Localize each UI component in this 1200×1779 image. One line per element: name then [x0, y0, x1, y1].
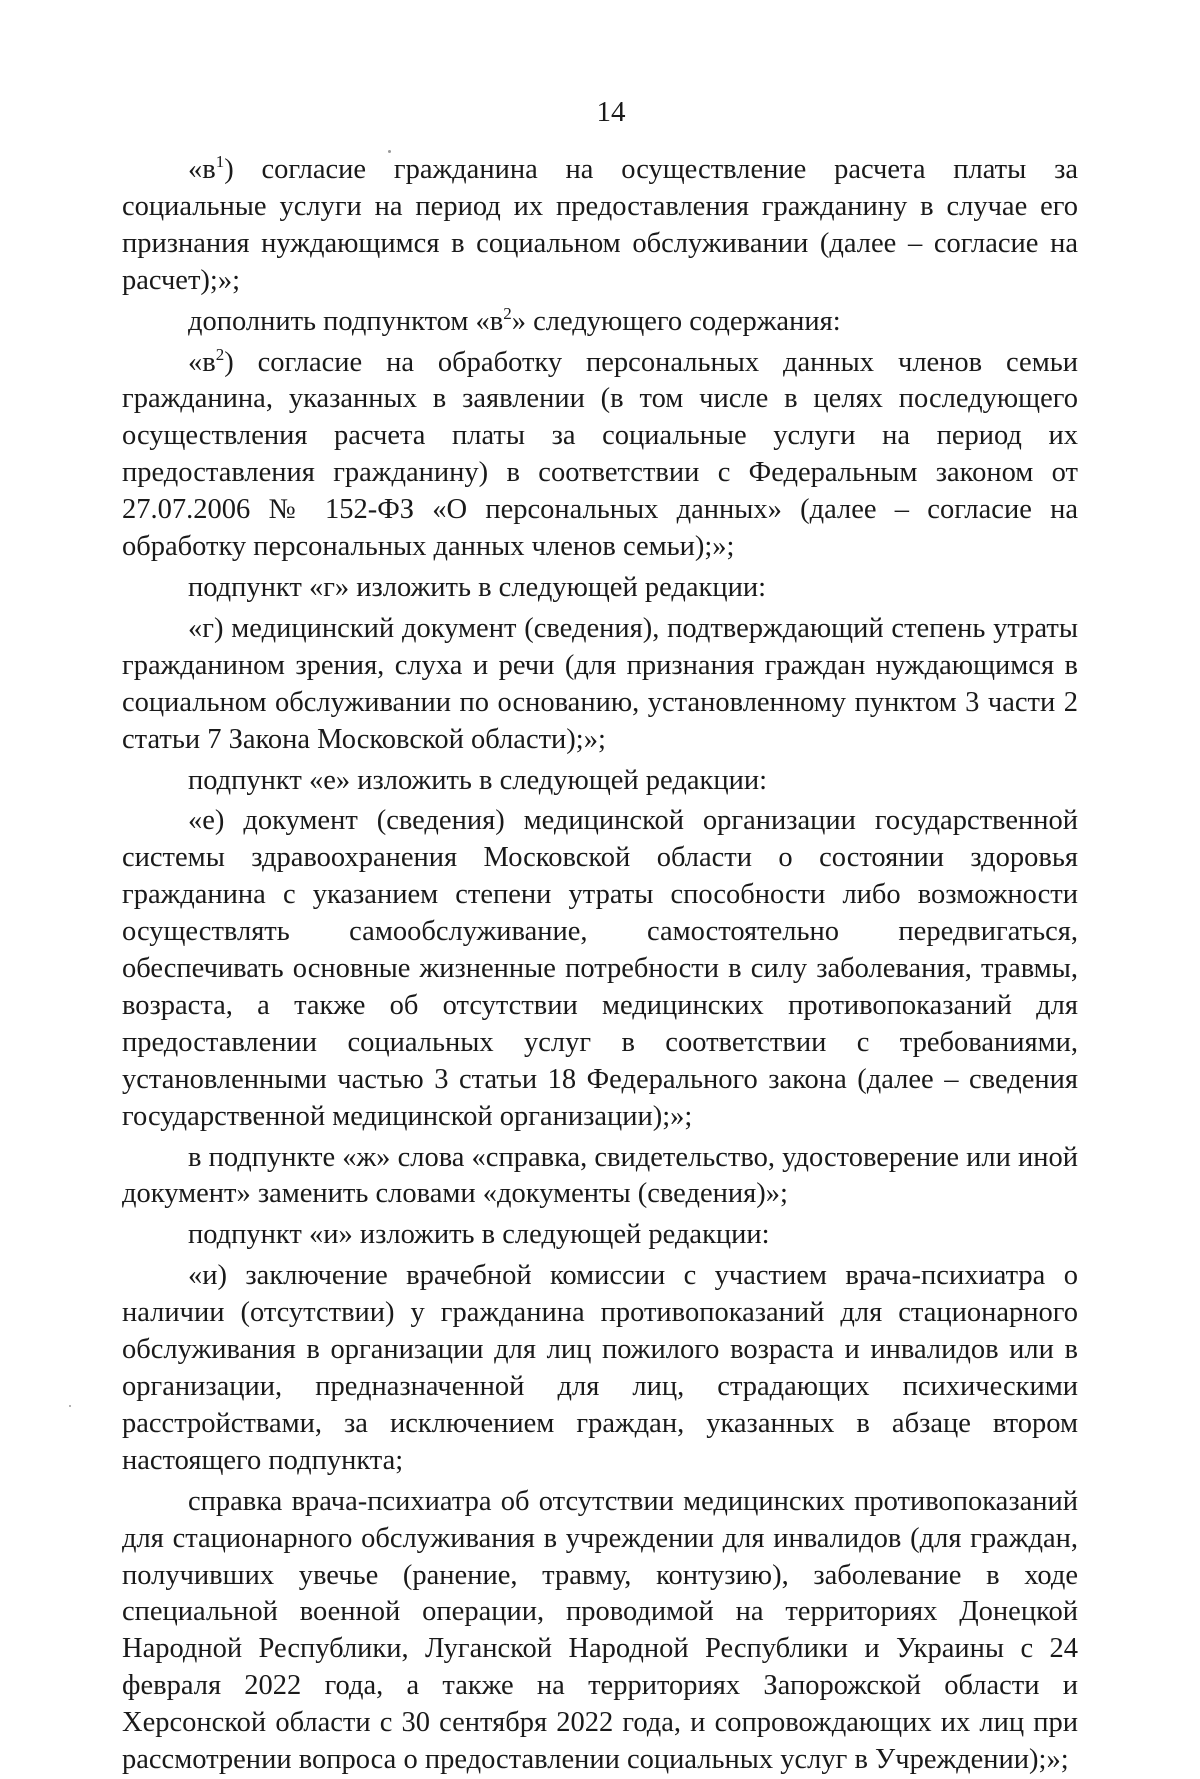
- paragraph-e-instruction: подпункт «е» изложить в следующей редакции:: [188, 764, 767, 796]
- paragraph-i-instruction: подпункт «и» изложить в следующей редакции:: [188, 1219, 770, 1251]
- paragraph-v2: «$в^2$) согласие на обработку персональных данных членов семьи гражданина, указанных в заявлении (в том числе в целях последующего осуществления расчета платы за социальные услуги на период их предоставления гражданину) в соответствии с Федеральным законом от 27.07.2006 № 152-ФЗ «О персональных данных» (далее – согласие на обработку персональных данных членов семьи);»;: [122, 344, 1078, 563]
- paragraph-g-instruction: подпункт «г» изложить в следующей редакции:: [188, 571, 767, 603]
- paragraph-zh: в подпункте «ж» слова «справка, свидетельство, удостоверение или иной документ» заменить словами «документы (сведения)»;: [122, 1141, 1078, 1210]
- paragraph-v1: «$в^1$) согласие гражданина на осуществление расчета платы за социальные услуги на период их предоставления гражданину в случае его признания нуждающимся в социальном обслуживании (далее – согласие на расчет);»;: [122, 152, 1078, 296]
- superscript: 2: [503, 303, 512, 323]
- scan-artifact: [69, 1405, 71, 1407]
- page-number: 14: [596, 96, 626, 128]
- scan-artifact: [388, 150, 391, 153]
- paragraph-g: «г) медицинский документ (сведения), подтверждающий степень утраты гражданином зрения, слуха и речи (для признания граждан нуждающимся в социальном обслуживании по основанию, установленному пунктом 3 части 2 статьи 7 Закона Московской области);»;: [122, 612, 1078, 755]
- paragraph-psychiatrist-certificate: справка врача-психиатра об отсутствии медицинских противопоказаний для стационарного обслуживания в учреждении для инвалидов (для граждан, получивших увечье (ранение, травму, контузию), заболевание в ходе специальной военной операции, проводимой на территориях Донецкой Народной Республики, Луганской Народной Республики и Украины с 24 февраля 2022 года, а также на территориях Запорожской области и Херсонской области с 30 сентября 2022 года, и сопровождающих их лиц при рассмотрении вопроса о предоставлении социальных услуг в Учреждении);»;: [122, 1485, 1078, 1776]
- paragraph-i: «и) заключение врачебной комиссии с участием врача-психиатра о наличии (отсутствии) у гражданина противопоказаний для стационарного обслуживания в организации для лиц пожилого возраста и инвалидов или в организации, предназначенной для лиц, страдающих психическими расстройствами, за исключением граждан, указанных в абзаце втором настоящего подпункта;: [122, 1260, 1078, 1476]
- superscript: 2: [215, 344, 225, 364]
- superscript: 1: [215, 152, 225, 171]
- paragraph-e: «е) документ (сведения) медицинской организации государственной системы здравоохранения Московской области о состоянии здоровья гражданина с указанием степени утраты способности либо возможности осуществлять самообслуживание, самостоятельно передвигаться, обеспечивать основные жизненные потребности в силу заболевания, травмы, возраста, а также об отсутствии медицинских противопоказаний для предоставлении социальных услуг в соответствии с требованиями, установленными частью 3 статьи 18 Федерального закона (далее – сведения государственной медицинской организации);»;: [122, 805, 1078, 1132]
- paragraph-add-v2-instruction: дополнить подпунктом «$в^2$» следующего содержания:: [188, 303, 841, 337]
- document-body: [122, 152, 1078, 1779]
